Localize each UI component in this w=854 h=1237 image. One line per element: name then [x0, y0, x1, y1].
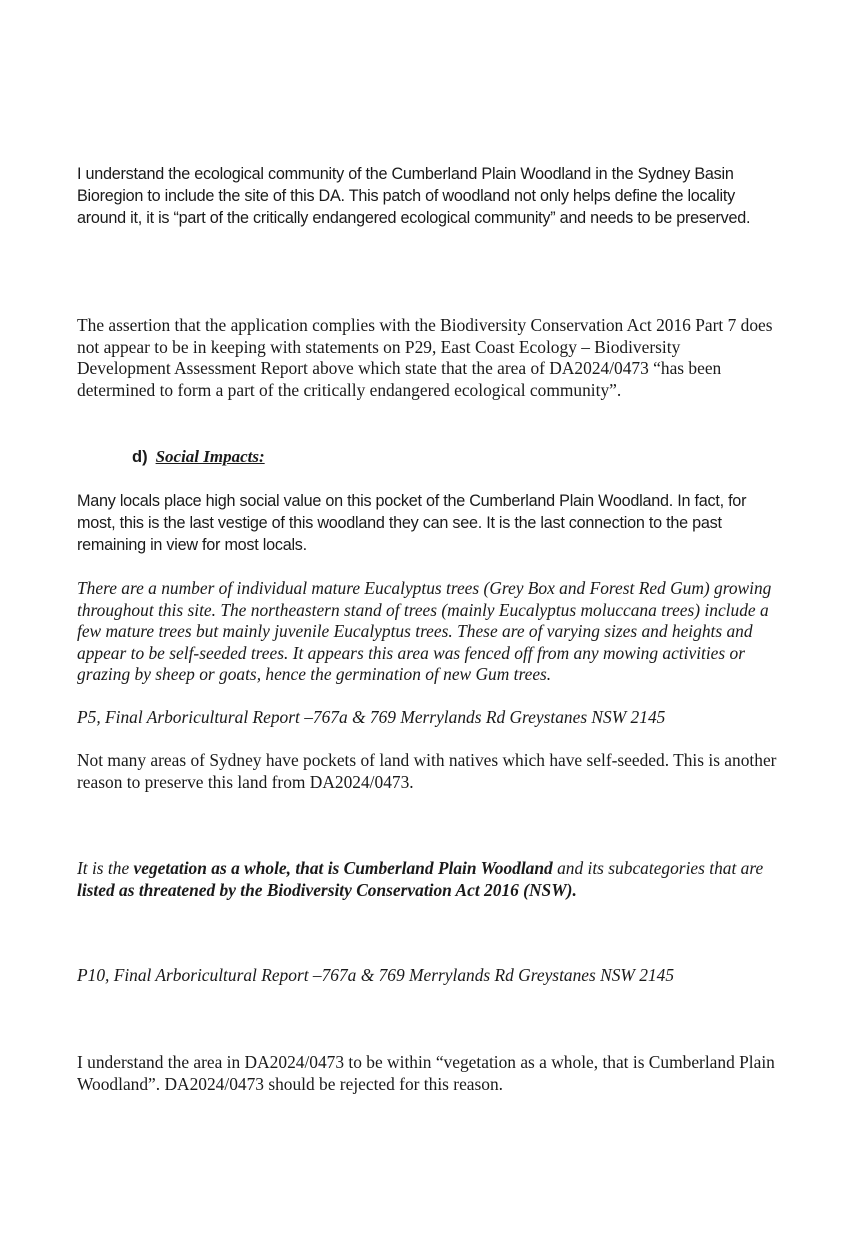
quote2-bold-listed: listed as threatened by the Biodiversity Conservation Act 2016 (NSW).	[77, 879, 577, 900]
quote-arboricultural-p5: There are a number of individual mature Eucalyptus trees (Grey Box and Forest Red Gum) growing throughout this site. The northeastern stand of trees (mainly Eucalyptus moluccana trees) include a few mature trees but mainly juvenile Eucalyptus trees. These are of varying sizes and heights and appear to be self-seeded trees. It appears this area was fenced off from any mowing activities or grazing by sheep or goats, hence the germination of new Gum trees.	[77, 578, 772, 684]
quote2-part-c: and its subcategories that are	[552, 858, 764, 878]
paragraph-assertion-biodiversity-act: The assertion that the application complies with the Biodiversity Conservation Act 2016 Part 7 does not appear to be in keeping with statements on P29, East Coast Ecology – Biodiversity Development Assessment Report above which state that the area of DA2024/0473 “has been determined to form a part of the critically endangered ecological community”.	[77, 315, 773, 400]
heading-title: Social Impacts:	[155, 447, 265, 466]
paragraph-conclusion: I understand the area in DA2024/0473 to be within “vegetation as a whole, that is Cumberland Plain Woodland”. DA2024/0473 should be rejected for this reason.	[77, 1052, 775, 1094]
section-heading-social-impacts	[132, 446, 265, 468]
quote2-part-a: It is the	[77, 858, 134, 878]
paragraph-social-value: Many locals place high social value on this pocket of the Cumberland Plain Woodland. In fact, for most, this is the last vestige of this woodland they can see. It is the last connection to the past remaining in view for most locals.	[77, 492, 747, 554]
paragraph-self-seeded: Not many areas of Sydney have pockets of land with natives which have self-seeded. This is another reason to preserve this land from DA2024/0473.	[77, 750, 777, 792]
quote-arboricultural-p10	[77, 858, 777, 901]
citation-p5: P5, Final Arboricultural Report –767a & 769 Merrylands Rd Greystanes NSW 2145	[77, 707, 666, 727]
heading-marker: d)	[132, 448, 148, 466]
citation-p10: P10, Final Arboricultural Report –767a & 769 Merrylands Rd Greystanes NSW 2145	[77, 965, 675, 985]
quote2-bold-vegetation: vegetation as a whole, that is Cumberland Plain Woodland	[133, 858, 553, 878]
paragraph-ecological-community: I understand the ecological community of the Cumberland Plain Woodland in the Sydney Basin Bioregion to include the site of this DA. This patch of woodland not only helps define the locality around it, it is “part of the critically endangered ecological community” and needs to be preserved.	[77, 165, 751, 227]
